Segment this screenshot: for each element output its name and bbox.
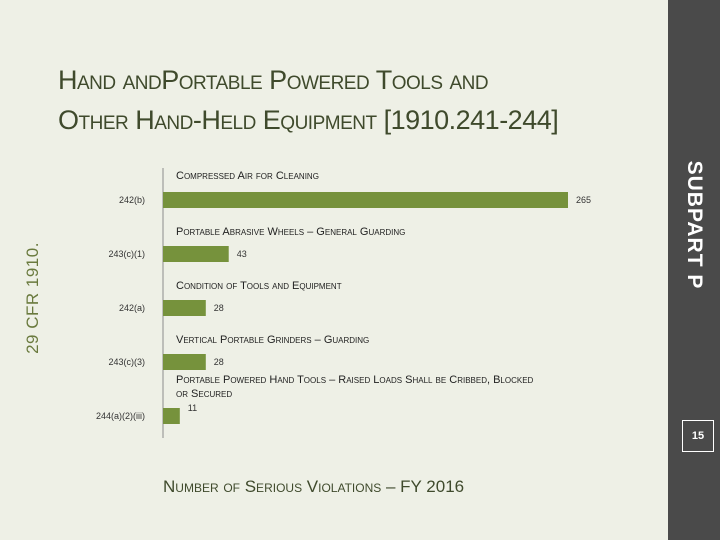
bar [163,408,180,424]
subpart-label: SUBPART P [683,160,706,290]
value-label: 265 [576,195,592,205]
category-label: 242(a) [118,303,145,313]
value-label: 28 [213,357,224,367]
bar-annotation: Portable Powered Hand Tools – Raised Loads Shall be Cribbed, Blocked [176,374,534,386]
category-label: 242(b) [118,195,145,205]
slide-title-line-2: Other Hand-Held Equipment [1910.241-244] [58,105,559,135]
page-number: 15 [682,420,714,452]
value-label: 28 [213,303,224,313]
bar-annotation: Compressed Air for Cleaning [176,170,319,182]
value-label: 43 [236,249,247,259]
bar [163,192,568,208]
category-label: 243(c)(3) [108,357,145,367]
bar-annotation: or Secured [176,388,233,400]
slide-title-line-1: Hand andPortable Powered Tools and [58,65,489,95]
cfr-label: 29 CFR 1910. [23,242,42,354]
bar-annotation: Condition of Tools and Equipment [176,280,342,292]
bar-annotation: Vertical Portable Grinders – Guarding [176,334,370,346]
bar [163,246,229,262]
category-label: 244(a)(2)(iii) [95,411,145,421]
value-label: 11 [187,403,198,413]
bar [163,300,206,316]
bar [163,354,206,370]
chart-title: Number of Serious Violations – FY 2016 [163,477,465,496]
category-label: 243(c)(1) [108,249,145,259]
bar-annotation: Portable Abrasive Wheels – General Guarding [176,226,406,238]
